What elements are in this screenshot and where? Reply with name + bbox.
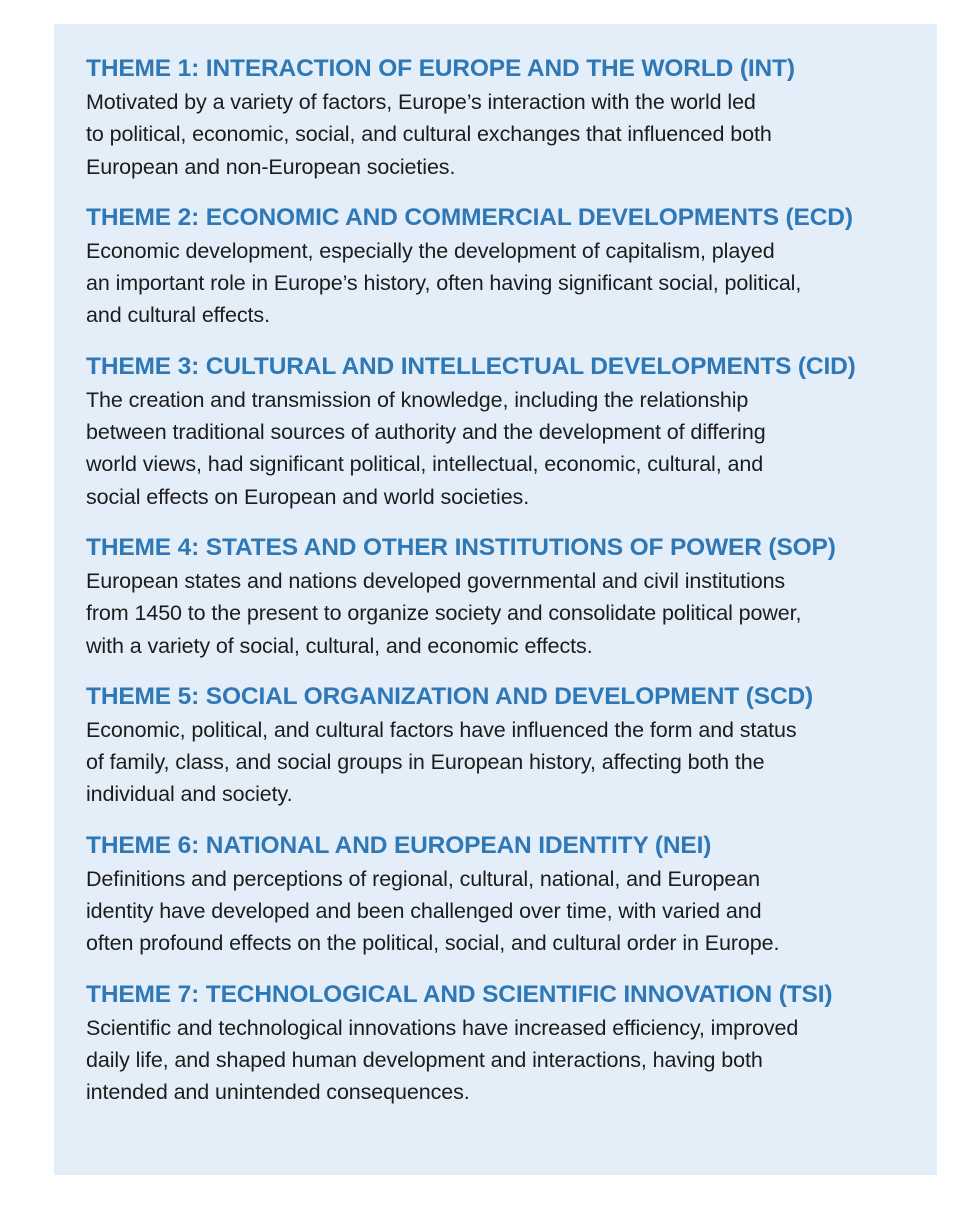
theme-4-line: European states and nations developed governmental and civil institutions (86, 568, 786, 593)
theme-5-line: individual and society. (86, 782, 293, 807)
theme-3-line: social effects on European and world societies. (86, 484, 530, 509)
theme-3-line: The creation and transmission of knowledge, including the relationship (86, 387, 749, 412)
theme-3-description (86, 384, 913, 513)
theme-2-description (86, 235, 913, 332)
theme-7-description (86, 1012, 913, 1109)
theme-5-section (86, 682, 913, 811)
theme-2-section (86, 203, 913, 332)
theme-6-line: Definitions and perceptions of regional, cultural, national, and European (86, 866, 760, 891)
theme-6-line: often profound effects on the political, social, and cultural order in Europe. (86, 931, 780, 956)
theme-5-heading: THEME 5: SOCIAL ORGANIZATION AND DEVELOPMENT (SCD) (86, 682, 814, 710)
theme-4-line: with a variety of social, cultural, and economic effects. (86, 633, 593, 658)
theme-7-line: intended and unintended consequences. (86, 1080, 470, 1105)
theme-7-line: Scientific and technological innovations have increased efficiency, improved (86, 1015, 799, 1040)
theme-6-description (86, 863, 913, 960)
theme-2-line: Economic development, especially the development of capitalism, played (86, 238, 775, 263)
theme-3-line: world views, had significant political, intellectual, economic, cultural, and (86, 452, 764, 477)
theme-1-line: Motivated by a variety of factors, Europe’s interaction with the world led (86, 90, 756, 114)
theme-1-description (86, 86, 913, 183)
theme-7-section (86, 980, 913, 1109)
theme-6-section (86, 831, 913, 960)
theme-2-line: and cultural effects. (86, 303, 270, 328)
theme-7-line: daily life, and shaped human development and interactions, having both (86, 1047, 763, 1072)
theme-6-heading: THEME 6: NATIONAL AND EUROPEAN IDENTITY (NEI) (86, 831, 712, 859)
theme-6-line: identity have developed and been challenged over time, with varied and (86, 899, 762, 924)
theme-7-heading: THEME 7: TECHNOLOGICAL AND SCIENTIFIC INNOVATION (TSI) (86, 980, 833, 1008)
theme-3-line: between traditional sources of authority and the development of differing (86, 420, 766, 445)
theme-3-heading: THEME 3: CULTURAL AND INTELLECTUAL DEVELOPMENTS (CID) (86, 352, 856, 380)
theme-5-line: Economic, political, and cultural factors have influenced the form and status (86, 717, 797, 742)
theme-1-section (86, 54, 913, 183)
theme-5-line: of family, class, and social groups in European history, affecting both the (86, 750, 765, 775)
theme-1-heading: THEME 1: INTERACTION OF EUROPE AND THE WORLD (INT) (86, 55, 795, 82)
theme-4-section (86, 533, 913, 662)
theme-5-description (86, 714, 913, 811)
theme-1-line: European and non-European societies. (86, 154, 456, 179)
theme-4-description (86, 565, 913, 662)
theme-2-line: an important role in Europe’s history, often having significant social, political, (86, 271, 802, 296)
theme-2-heading: THEME 2: ECONOMIC AND COMMERCIAL DEVELOPMENTS (ECD) (86, 203, 853, 231)
theme-4-line: from 1450 to the present to organize society and consolidate political power, (86, 601, 802, 626)
themes-panel (54, 24, 937, 1175)
theme-3-section (86, 352, 913, 513)
theme-4-heading: THEME 4: STATES AND OTHER INSTITUTIONS OF POWER (SOP) (86, 533, 836, 561)
theme-1-line: to political, economic, social, and cultural exchanges that influenced both (86, 122, 772, 147)
